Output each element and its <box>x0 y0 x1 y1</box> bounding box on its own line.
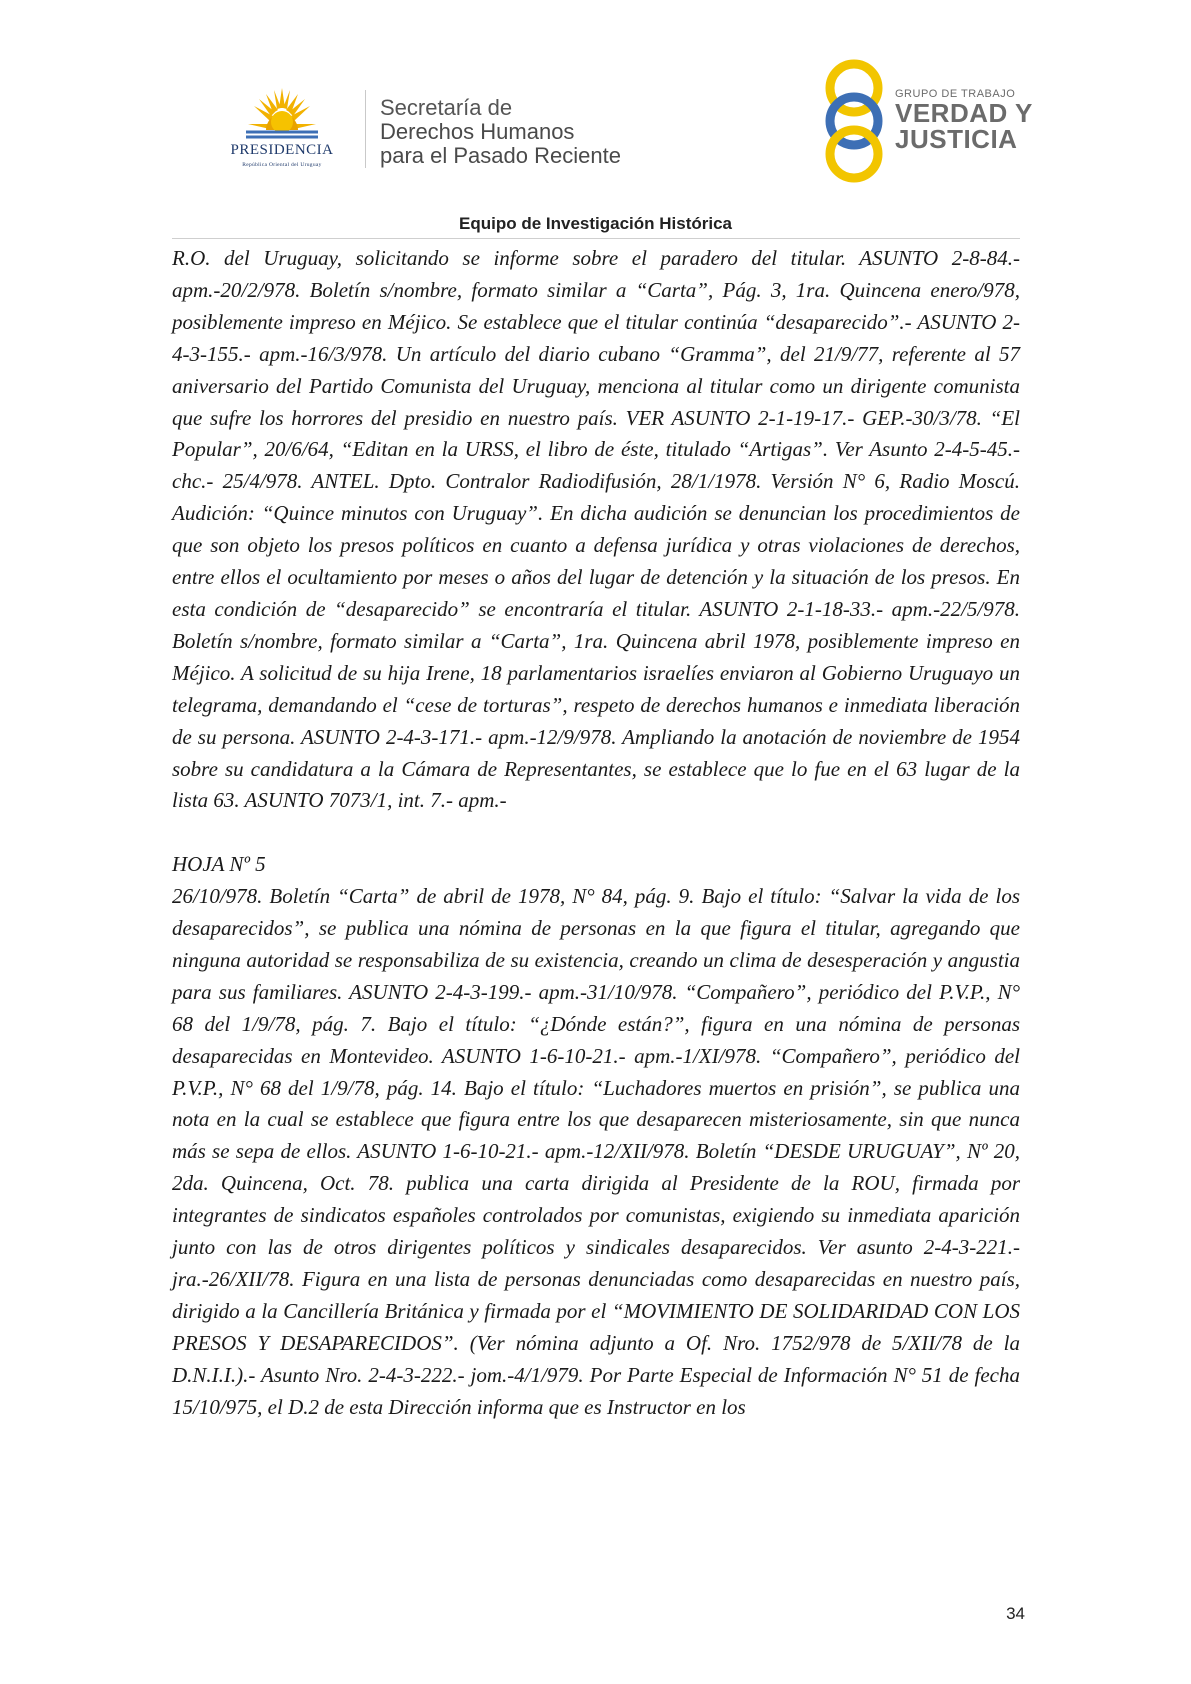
grupo-line-3: JUSTICIA <box>895 124 1018 154</box>
secretaria-line-1: Secretaría de <box>380 95 513 120</box>
document-body <box>172 243 1020 1424</box>
paragraph-gap <box>172 817 1020 849</box>
secretaria-logo-text <box>380 96 621 168</box>
rings-icon <box>820 58 890 184</box>
verdad-justicia-text <box>895 88 1033 152</box>
header-divider <box>365 90 366 168</box>
presidencia-logo <box>206 86 358 176</box>
header-rule <box>172 238 1020 239</box>
presidencia-subtitle: República Oriental del Uruguay <box>242 162 322 168</box>
body-paragraph-2: 26/10/978. Boletín “Carta” de abril de 1978, N° 84, pág. 9. Bajo el título: “Salvar la vida de los desaparecidos”, se publica una nómina de personas en la que figura el titular, agregando que ninguna autoridad se responsabiliza de su existencia, creando un clima de desesperación y angustia para sus familiares. ASUNTO 2-4-3-199.- apm.-31/10/978. “Compañero”, periódico del P.V.P., N° 68 del 1/9/78, pág. 7. Bajo el título: “¿Dónde están?”, figura en una nómina de personas desaparecidas en Montevideo. ASUNTO 1-6-10-21.- apm.-1/XI/978. “Compañero”, periódico del P.V.P., N° 68 del 1/9/78, pág. 14. Bajo el título: “Luchadores muertos en prisión”, se publica una nota en la cual se establece que figura entre los que desaparecen misteriosamente, sin que nunca más se sepa de ellos. ASUNTO 1-6-10-21.- apm.-12/XII/978. Boletín “DESDE URUGUAY”, Nº 20, 2da. Quincena, Oct. 78. publica una carta dirigida al Presidente de la ROU, firmada por integrantes de sindicatos españoles controlados por comunistas, exigiendo su inmediata aparición junto con las de otros dirigentes políticos y sindicales desaparecidos. Ver asunto 2-4-3-221.- jra.-26/XII/78. Figura en una lista de personas denunciadas como desaparecidas en nuestro país, dirigido a la Cancillería Británica y firmada por el “MOVIMIENTO DE SOLIDARIDAD CON LOS PRESOS Y DESAPARECIDOS”. (Ver nómina adjunto a Of. Nro. 1752/978 de 5/XII/78 de la D.N.I.I.).- Asunto Nro. 2-4-3-222.- jom.-4/1/979. Por Parte Especial de Información N° 51 de fecha 15/10/975, el D.2 de esta Dirección informa que es Instructor en los <box>172 884 1020 1419</box>
grupo-line-2: VERDAD Y <box>895 98 1033 128</box>
secretaria-line-3: para el Pasado Reciente <box>380 143 621 168</box>
secretaria-line-2: Derechos Humanos <box>380 119 575 144</box>
body-paragraph-1: R.O. del Uruguay, solicitando se informe sobre el paradero del titular. ASUNTO 2-8-84.- apm.-20/2/978. Boletín s/nombre, formato similar a “Carta”, Pág. 3, 1ra. Quincena enero/978, posiblemente impreso en Méjico. Se establece que el titular continúa “desaparecido”.- ASUNTO 2-4-3-155.- apm.-16/3/978. Un artículo del diario cubano “Gramma”, del 21/9/77, referente al 57 aniversario del Partido Comunista del Uruguay, menciona al titular como un dirigente comunista que sufre los horrores del presidio en nuestro país. VER ASUNTO 2-1-19-17.- GEP.-30/3/78. “El Popular”, 20/6/64, “Editan en la URSS, el libro de éste, titulado “Artigas”. Ver Asunto 2-4-5-45.- chc.- 25/4/978. ANTEL. Dpto. Contralor Radiodifusión, 28/1/1978. Versión N° 6, Radio Moscú. Audición: “Quince minutos con Uruguay”. En dicha audición se denuncian los procedimientos de que son objeto los presos políticos en cuanto a defensa jurídica y otras violaciones de derechos, entre ellos el ocultamiento por meses o años del lugar de detención y la situación de los presos. En esta condición de “desaparecido” se encontraría el titular. ASUNTO 2-1-18-33.- apm.-22/5/978. Boletín s/nombre, formato similar a “Carta”, 1ra. Quincena abril 1978, posiblemente impreso en Méjico. A solicitud de su hija Irene, 18 parlamentarios israelíes enviaron al Gobierno Uruguayo un telegrama, demandando el “cese de torturas”, respeto de derechos humanos e inmediata liberación de su persona. ASUNTO 2-4-3-171.- apm.-12/9/978. Ampliando la anotación de noviembre de 1954 sobre su candidatura a la Cámara de Representantes, se establece que lo fue en el 63 lugar de la lista 63. ASUNTO 7073/1, int. 7.- apm.- <box>172 246 1020 813</box>
hoja-heading: HOJA Nº 5 <box>172 852 266 877</box>
sun-icon <box>246 86 318 142</box>
team-title: Equipo de Investigación Histórica <box>459 214 732 233</box>
presidencia-name: PRESIDENCIA <box>230 142 334 158</box>
grupo-line-1: GRUPO DE TRABAJO <box>895 88 1016 100</box>
page-header <box>0 0 1191 220</box>
page-number: 34 <box>1006 1604 1025 1623</box>
